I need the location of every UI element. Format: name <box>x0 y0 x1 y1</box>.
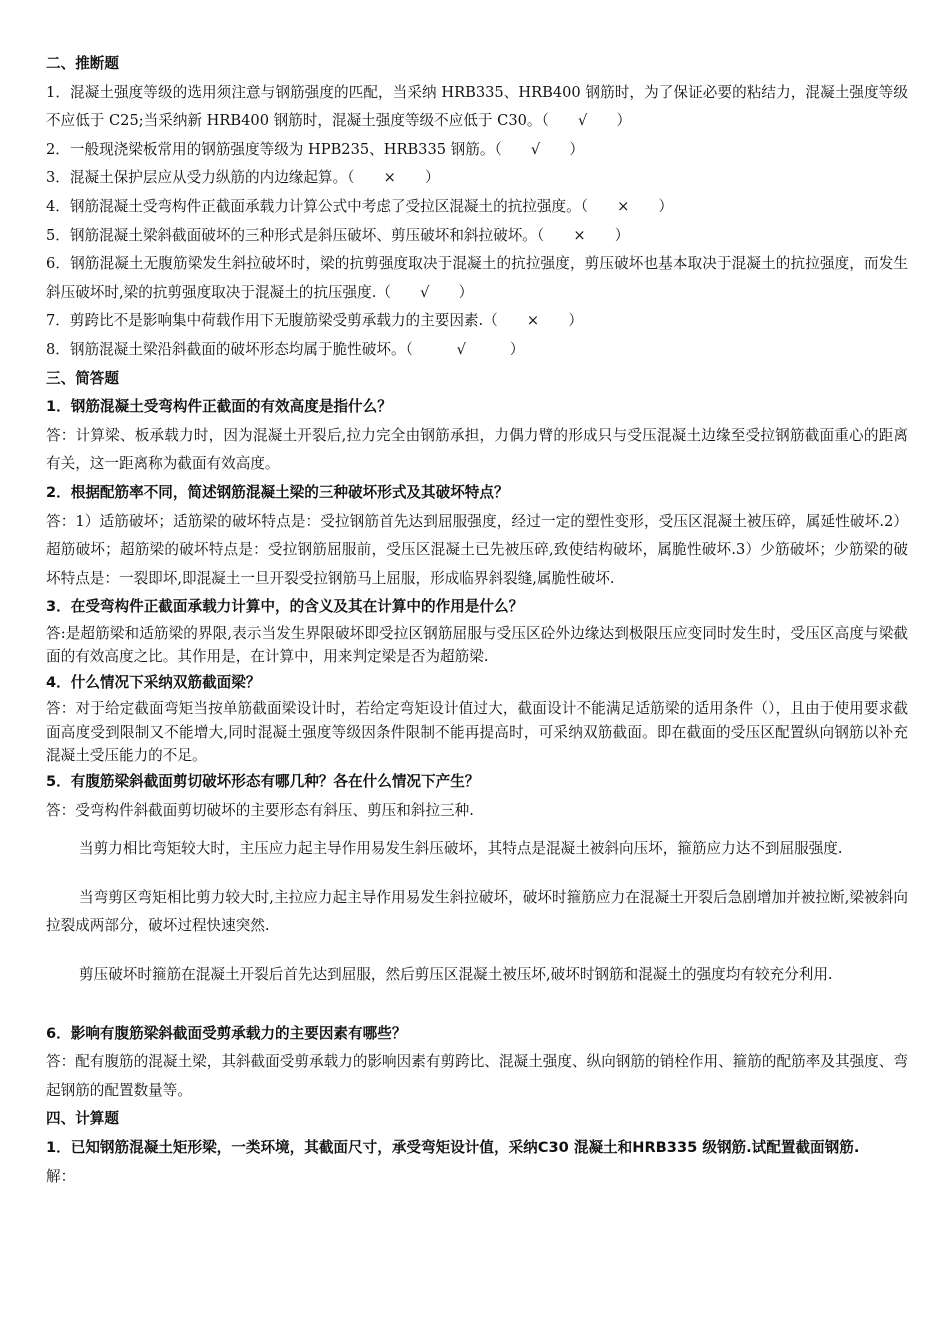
question-5: 5．有腹筋梁斜截面剪切破坏形态有哪几种？各在什么情况下产生？ <box>46 772 480 790</box>
judgement-item-5: 5．钢筋混凝土梁斜截面破坏的三种形式是斜压破坏、剪压破坏和斜拉破坏。（ × ） <box>46 226 630 244</box>
document-page <box>46 50 908 1191</box>
answer-5-intro: 答：受弯构件斜截面剪切破坏的主要形态有斜压、剪压和斜拉三种. <box>46 801 474 819</box>
answer-3: 答:是超筋梁和适筋梁的界限,表示当发生界限破坏即受拉区钢筋屈服与受压区砼外边缘达到极限压应变同时发生时，受压区高度与梁截面的有效高度之比。其作用是，在计算中，用来判定梁是否为超筋梁. <box>46 624 908 666</box>
judgement-item-8: 8．钢筋混凝土梁沿斜截面的破坏形态均属于脆性破坏。（ √ ） <box>46 340 525 358</box>
answer-2: 答：1）适筋破坏；适筋梁的破坏特点是：受拉钢筋首先达到屈服强度，经过一定的塑性变形，受压区混凝土被压碎，属延性破坏.2）超筋破坏；超筋梁的破坏特点是：受拉钢筋屈服前，受压区混凝土已先被压碎,致使结构破坏，属脆性破坏.3）少筋破坏；少筋梁的破坏特点是：一裂即坏,即混凝土一旦开裂受拉钢筋马上屈服，形成临界斜裂缝,属脆性破坏. <box>46 512 908 587</box>
answer-1: 答：计算梁、板承载力时，因为混凝土开裂后,拉力完全由钢筋承担，力偶力臂的形成只与受压混凝土边缘至受拉钢筋截面重心的距离有关，这一距离称为截面有效高度。 <box>46 426 908 473</box>
question-4: 4．什么情况下采纳双筋截面梁？ <box>46 673 261 691</box>
section-heading-short-answer: 三、简答题 <box>46 369 119 387</box>
calculation-question-1: 1．已知钢筋混凝土矩形梁，一类环境，其截面尺寸，承受弯矩设计值，采纳C30 混凝土和HRB335 级钢筋.试配置截面钢筋. <box>46 1138 860 1156</box>
judgement-item-7: 7．剪跨比不是影响集中荷载作用下无腹筋梁受剪承载力的主要因素.（ × ） <box>46 312 583 330</box>
question-3: 3．在受弯构件正截面承载力计算中，的含义及其在计算中的作用是什么？ <box>46 598 524 616</box>
judgement-item-6: 6．钢筋混凝土无腹筋梁发生斜拉破坏时，梁的抗剪强度取决于混凝土的抗拉强度，剪压破坏也基本取决于混凝土的抗拉强度，而发生斜压破坏时,梁的抗剪强度取决于混凝土的抗压强度.（ √ ） <box>46 255 908 301</box>
judgement-item-3: 3．混凝土保护层应从受力纵筋的内边缘起算。（ × ） <box>46 169 440 187</box>
judgement-item-1: 1．混凝土强度等级的选用须注意与钢筋强度的匹配，当采纳 HRB335、HRB400 钢筋时，为了保证必要的粘结力，混凝土强度等级不应低于 C25;当采纳新 HRB400 钢筋时，混凝土强度等级不应低于 C30。（ √ ） <box>46 83 908 130</box>
section-heading-calculation: 四、计算题 <box>46 1110 119 1128</box>
judgement-item-2: 2．一般现浇梁板常用的钢筋强度等级为 HPB235、HRB335 钢筋。（ √ ） <box>46 140 585 158</box>
section-heading-judgement: 二、推断题 <box>46 55 119 72</box>
answer-6: 答：配有腹筋的混凝土梁，其斜截面受剪承载力的影响因素有剪跨比、混凝土强度、纵向钢筋的销栓作用、箍筋的配筋率及其强度、弯起钢筋的配置数量等。 <box>46 1053 908 1099</box>
answer-5-paragraph-2: 当弯剪区弯矩相比剪力较大时,主拉应力起主导作用易发生斜拉破坏，破坏时箍筋应力在混凝土开裂后急剧增加并被拉断,梁被斜向拉裂成两部分，破坏过程快速突然. <box>46 888 908 935</box>
judgement-item-4: 4．钢筋混凝土受弯构件正截面承载力计算公式中考虑了受拉区混凝土的抗拉强度。（ × ） <box>46 197 674 215</box>
answer-4: 答：对于给定截面弯矩当按单筋截面梁设计时，若给定弯矩设计值过大，截面设计不能满足适筋梁的适用条件（），且由于使用要求截面高度受到限制又不能增大,同时混凝土强度等级因条件限制不能再提高时，可采纳双筋截面。即在截面的受压区配置纵向钢筋以补充混凝土受压能力的不足。 <box>46 700 908 765</box>
question-2: 2．根据配筋率不同，简述钢筋混凝土梁的三种破坏形式及其破坏特点？ <box>46 483 509 501</box>
question-1: 1．钢筋混凝土受弯构件正截面的有效高度是指什么？ <box>46 398 392 416</box>
answer-5-paragraph-1: 当剪力相比弯矩较大时，主压应力起主导作用易发生斜压破坏，其特点是混凝土被斜向压坏，箍筋应力达不到屈服强度. <box>79 840 843 858</box>
calculation-answer-1: 解： <box>46 1167 76 1185</box>
answer-5-paragraph-3: 剪压破坏时箍筋在混凝土开裂后首先达到屈服，然后剪压区混凝土被压坏,破坏时钢筋和混凝土的强度均有较充分利用. <box>79 965 833 983</box>
question-6: 6．影响有腹筋梁斜截面受剪承载力的主要因素有哪些？ <box>46 1024 407 1042</box>
